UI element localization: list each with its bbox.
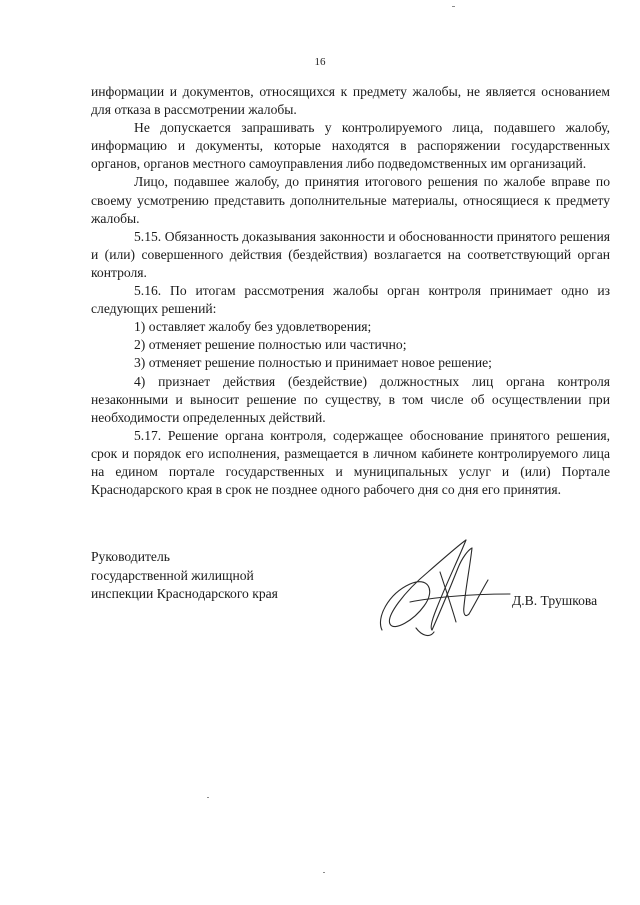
handwritten-signature (370, 532, 520, 644)
paragraph-5-17: 5.17. Решение органа контроля, содержащее обоснование принятого решения, срок и порядок его исполнения, размещается в личном кабинете контролируемого лица на едином портале государственных и муниципальных услуг и (или) Портале Краснодарского края в срок не позднее одного рабочего дня со дня его принятия. (91, 427, 610, 498)
paragraph-continuation: информации и документов, относящихся к предмету жалобы, не является основанием для отказа в рассмотрении жалобы. (91, 84, 610, 118)
document-body (91, 83, 610, 499)
scan-speck (207, 797, 209, 798)
list-item-1: 1) оставляет жалобу без удовлетворения; (134, 319, 372, 335)
page-number: 16 (314, 56, 326, 68)
paragraph-no-request: Не допускается запрашивать у контролируемого лица, подавшего жалобу, информацию и документы, которые находятся в распоряжении государственных органов, органов местного самоуправления либо подведомственных им организаций. (91, 120, 610, 172)
scan-speck (323, 872, 325, 873)
position-line-2: государственной жилищной (91, 567, 254, 583)
paragraph-5-16: 5.16. По итогам рассмотрения жалобы орган контроля принимает одно из следующих решений: (91, 283, 610, 317)
paragraph-5-15: 5.15. Обязанность доказывания законности и обоснованности принятого решения и (или) совершенного действия (бездействия) возлагается на соответствующий орган контроля. (91, 228, 610, 280)
position-line-3: инспекции Краснодарского края (91, 586, 278, 601)
list-item-4: 4) признает действия (бездействие) должностных лиц органа контроля незаконными и выносит решение по существу, в том числе об осуществлении при необходимости определенных действий. (91, 373, 610, 425)
list-item-3: 3) отменяет решение полностью и принимает новое решение; (134, 355, 492, 371)
signatory-name: Д.В. Трушкова (512, 593, 598, 608)
list-item-2: 2) отменяет решение полностью или частично; (134, 337, 407, 353)
paragraph-additional-materials: Лицо, подавшее жалобу, до принятия итогового решения по жалобе вправе по своему усмотрению представить дополнительные материалы, относящиеся к предмету жалобы. (91, 174, 610, 226)
scan-speck (452, 6, 455, 7)
signatory-position (91, 548, 391, 604)
position-line-1: Руководитель (91, 549, 170, 564)
